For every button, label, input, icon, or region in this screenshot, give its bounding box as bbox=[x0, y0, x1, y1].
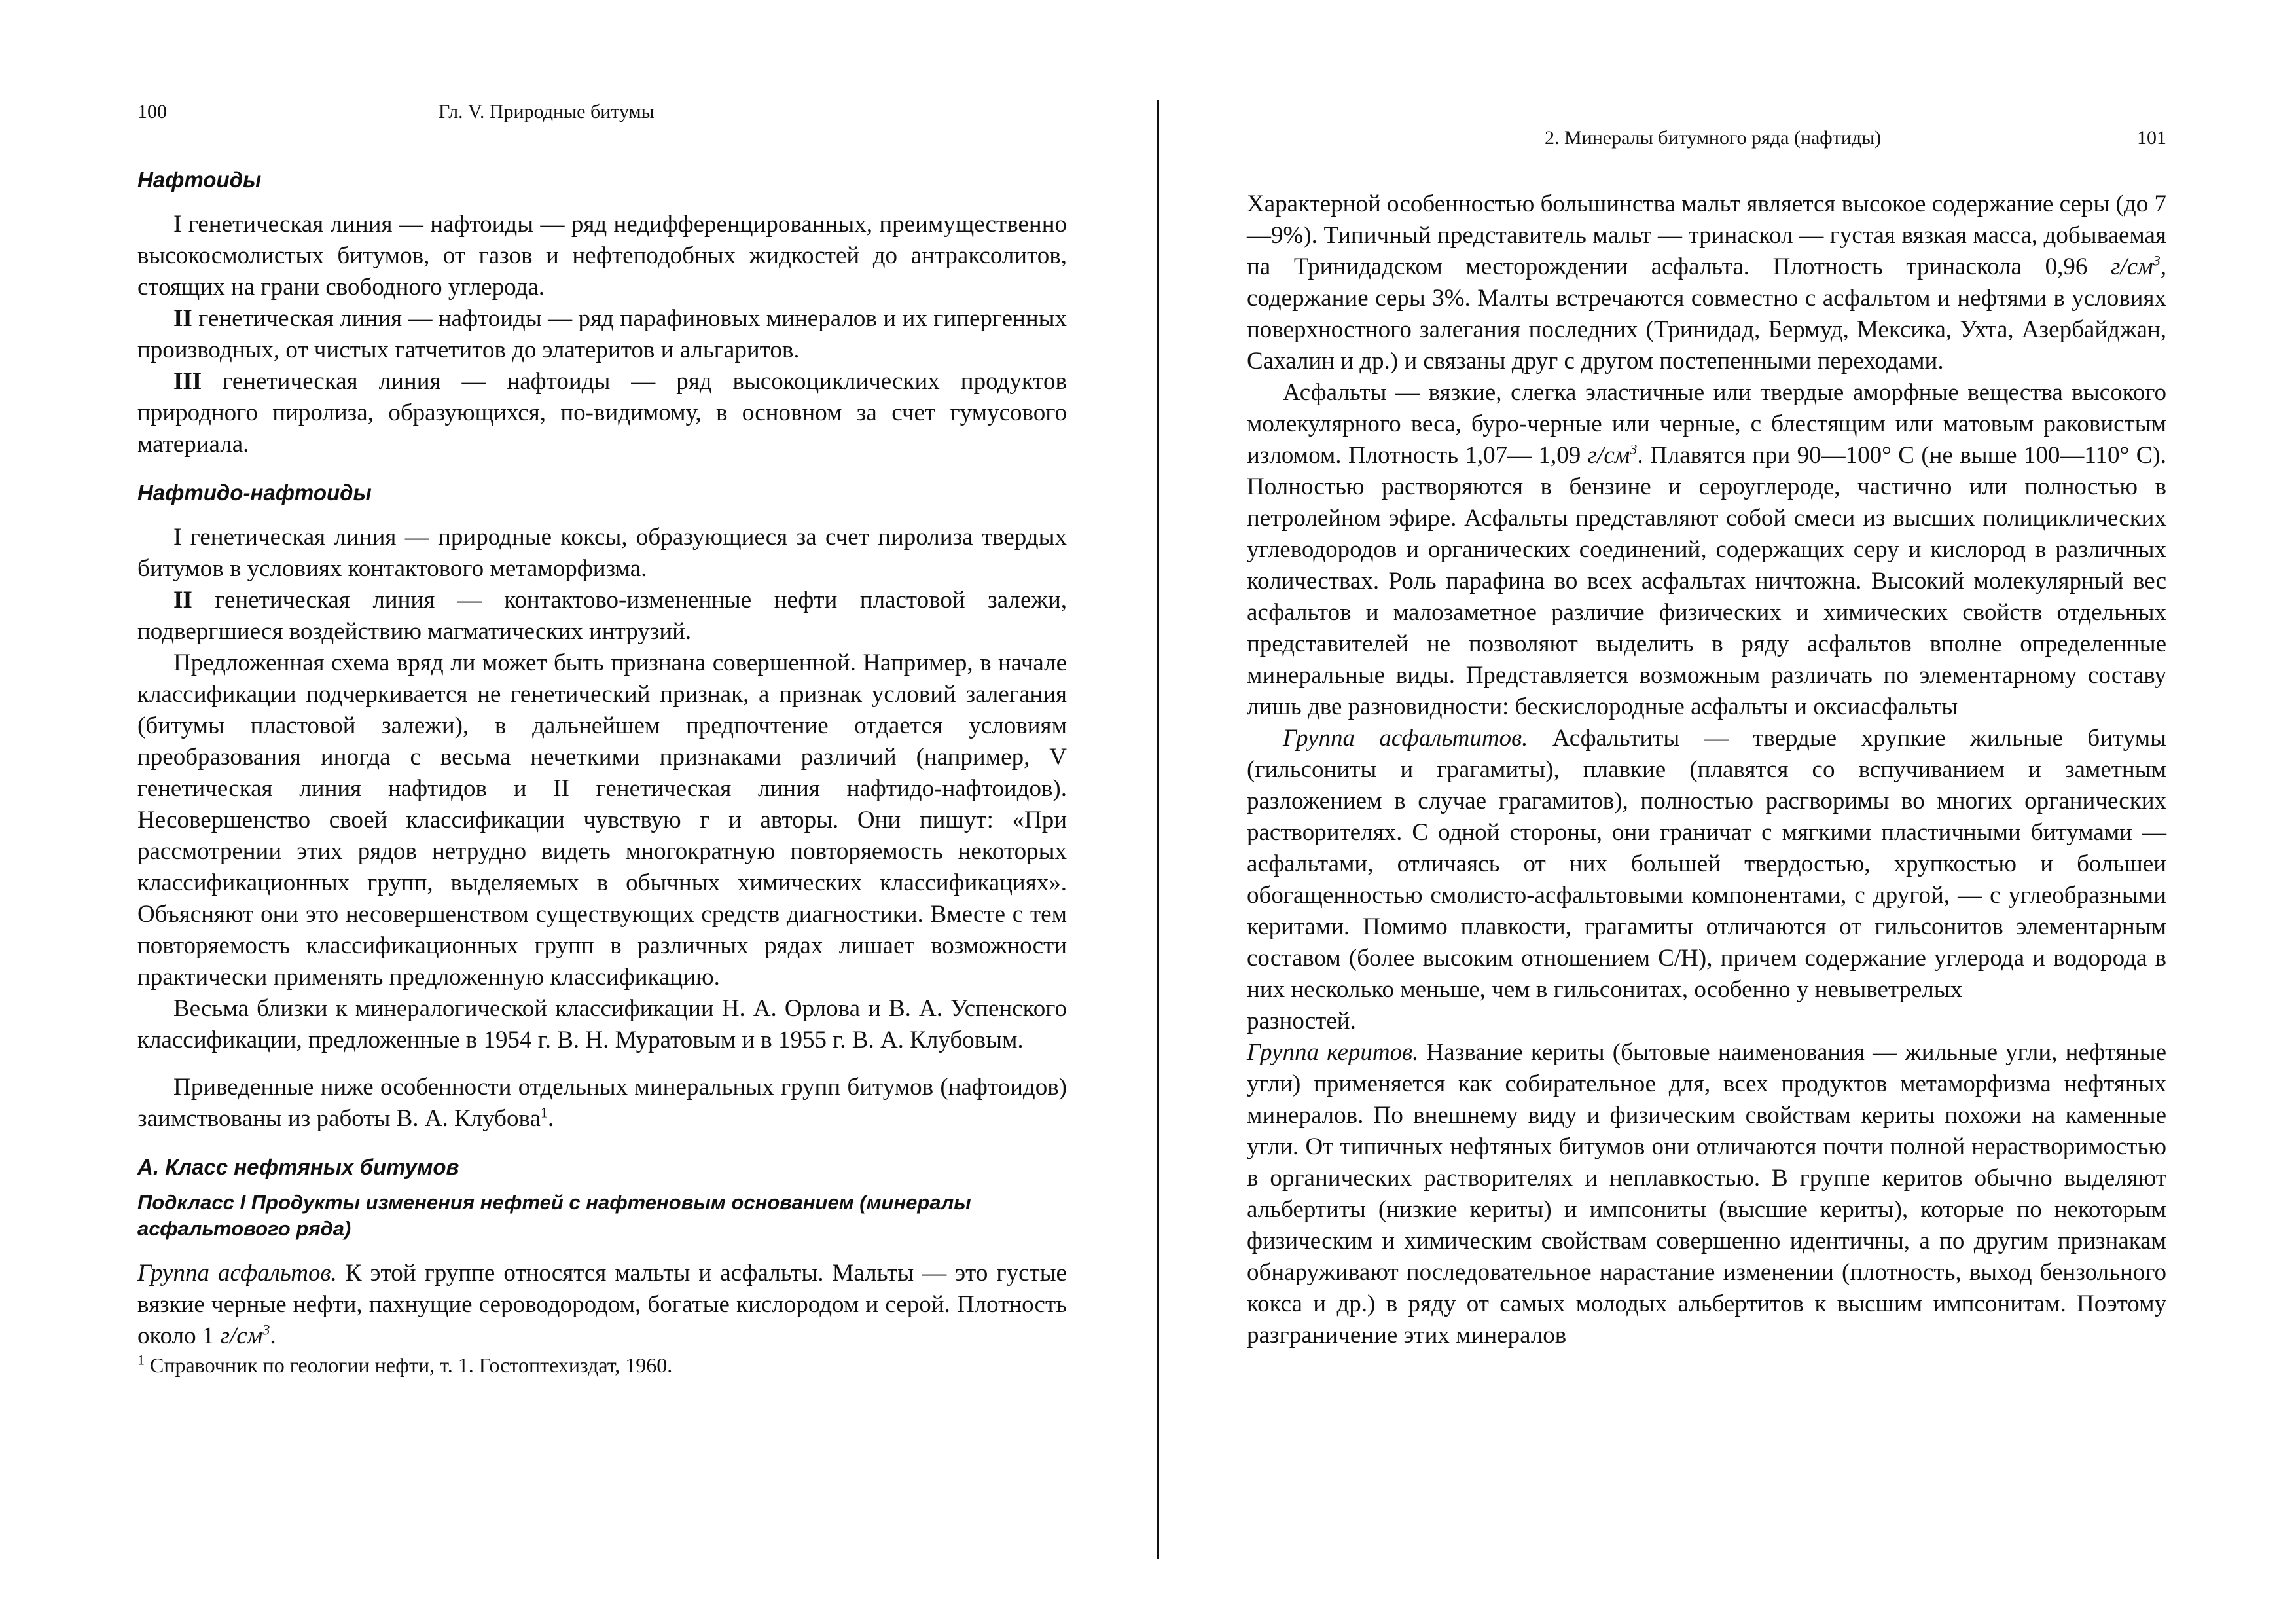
right-page-body bbox=[1247, 189, 2166, 1351]
heading-naftido-naftoidy: Нафтидо-нафтоиды bbox=[137, 481, 372, 505]
paragraph: Весьма близки к минералогической классификации Н. А. Орлова и В. А. Успенского классификации, предложенные в 1954 г. В. Н. Муратовым и в 1955 г. В. А. Клубовым. bbox=[137, 995, 1067, 1053]
unit: г/см bbox=[1587, 442, 1630, 469]
paragraph-text: Название кериты (бытовые наименования — жильные угли, нефтяные угли) применяется как собирательное для, всех продуктов метаморфизма нефтяных минералов. По внешнему виду и физическим свойствам кериты похожи на каменные угли. От типичных нефтяных битумов они отличаются почти полной нерастворимостью в органических растворителях и неплавкостью. В группе керитов обычно выделяют альбертиты (низкие кериты) и импсониты (высшие кериты), которые по некоторым физическим и химическим свойствам совершенно идентичны, а по другим признакам обнаруживают последовательное нарастание изменении (плотность, выход бензольного кокса и др.) в ряду от самых молодых альбертитов к высшим импсонитам. Поэтому разграничение этих минералов bbox=[1247, 1039, 2166, 1349]
paragraph bbox=[137, 1072, 1067, 1135]
unit-sup: 3 bbox=[262, 1321, 270, 1338]
paragraph bbox=[1247, 189, 2166, 377]
paragraph-text: Характерной особенностью большинства мальт является высокое содержание серы (до 7—9%). Типичный представитель мальт — тринаскол — густая вязкая масса, добываемая па Тринидадском месторождении асфальта. Плотность тринаскола 0,96 bbox=[1247, 191, 2166, 280]
paragraph-text: , содержание серы 3%. Малты встречаются совместно с асфальтом и нефтями в условиях поверхностного залегания последних (Тринидад, Бермуд, Мексика, Ухта, Азербайджан, Сахалин и др.) и связаны друг с другом постепенными переходами. bbox=[1247, 253, 2166, 374]
page-number-right: 101 bbox=[2137, 127, 2166, 149]
unit: г/см bbox=[220, 1322, 263, 1349]
paragraph: Предложенная схема вряд ли может быть признана совершенной. Например, в начале классификации подчеркивается не генетический признак, а признак условий залегания (битумы пластовой залежи), в дальнейшем предпочтение отдается условиям преобразования иногда с весьма нечеткими признаками различий (например, V генетическая линия нафтидов и II генетическая линия нафтидо-нафтоидов). Несовершенство своей классификации чувствую г и авторы. Они пишут: «При рассмотрении этих рядов нетрудно видеть многократную повторяемость некоторых классификационных групп, выделяемых в обычных химических классификациях». Объясняют они это несовершенством существующих средств диагностики. Вместе с тем повторяемость классификационных групп в различных рядах лишает возможности практически применять предложенную классификацию. bbox=[137, 649, 1067, 991]
heading-class-a: А. Класс нефтяных битумов bbox=[137, 1155, 459, 1179]
paragraph bbox=[137, 303, 1067, 366]
paragraph-text: К этой группе относятся мальты и асфальты. Мальты — это густые вязкие черные нефти, пахнущие сероводородом, богатые кислородом и серой. Плотность около 1 bbox=[137, 1260, 1067, 1349]
paragraph-text: генетическая линия — нафтоиды — ряд высокоциклических продуктов природного пиролиза, образующихся, по-видимому, в основном за счет гумусового материала. bbox=[137, 368, 1067, 458]
page-spine bbox=[1157, 100, 1159, 1559]
group-title: Группа асфальтитов. bbox=[1283, 725, 1528, 752]
paragraph-text: Асфальтиты — твердые хрупкие жильные битумы (гильсониты и грагамиты), плавкие (плавятся со вспучиванием и заметным разложением в случае грагамитов), полностью расгворимы во многих органических растворителях. С одной стороны, они граничат с мягкими пластичными битумами — асфальтами, отличаясь от них большей твердостью, хрупкостью и большеи обогащенностью смолисто-асфальтовыми компонентами, с другой, — с углеобразными керитами. Помимо плавкости, грагамиты отличаются от гильсонитов элементарным составом (более высоким отношением С/Н), причем содержание углерода и водорода в них несколько меньше, чем в гильсонитах, особенно у невыветрелых bbox=[1247, 725, 2166, 1003]
group-title: Группа асфальтов. bbox=[137, 1260, 337, 1286]
paragraph-text: генетическая линия — контактово-измененные нефти пластовой залежи, подвергшиеся воздействию магматических интрузий. bbox=[137, 587, 1067, 645]
heading-subclass-1: Подкласс I Продукты изменения нефтей с нафтеновым основанием (минералы асфальтового ряда) bbox=[137, 1191, 971, 1240]
running-title-left: Гл. V. Природные битумы bbox=[439, 101, 655, 122]
running-title-right: 2. Минералы битумного ряда (нафтиды) bbox=[1545, 127, 1882, 149]
paragraph bbox=[137, 366, 1067, 460]
group-title: Группа керитов. bbox=[1247, 1039, 1419, 1066]
paragraph-text: Приведенные ниже особенности отдельных минеральных групп битумов (нафтоидов) заимствованы из работы В. А. Клубова bbox=[137, 1074, 1067, 1132]
paragraph: I генетическая линия — нафтоиды — ряд недифференцированных, преимущественно высокосмолистых битумов, от газов и нефтеподобных жидкостей до антраксолитов, стоящих на грани свободного углерода. bbox=[137, 211, 1067, 301]
roman-numeral: II bbox=[173, 587, 192, 613]
paragraph bbox=[1247, 723, 2166, 1006]
roman-numeral: III bbox=[173, 368, 202, 395]
page-number-left: 100 bbox=[137, 101, 167, 122]
left-page-body bbox=[137, 167, 1067, 1378]
paragraph bbox=[1247, 377, 2166, 723]
paragraph bbox=[1247, 1037, 2166, 1351]
unit-sup: 3 bbox=[1630, 441, 1638, 458]
footnote-ref: 1 bbox=[540, 1104, 548, 1121]
period: . bbox=[547, 1105, 554, 1132]
paragraph-text: генетическая линия — нафтоиды — ряд парафиновых минералов и их гипергенных производных, от чистых гатчетитов до элатеритов и альгаритов. bbox=[137, 305, 1067, 363]
footnote bbox=[137, 1352, 1067, 1378]
unit: г/см bbox=[2111, 253, 2153, 280]
unit-sup: 3 bbox=[2153, 252, 2161, 269]
roman-numeral: II bbox=[173, 305, 192, 332]
heading-naftoidy: Нафтоиды bbox=[137, 168, 262, 192]
paragraph bbox=[137, 1258, 1067, 1352]
period: . bbox=[270, 1322, 276, 1349]
paragraph-text: . Плавятся при 90—100° С (не выше 100—110° С). Полностью растворяются в бензине и сероуглероде, частично или полностью в петролейном эфире. Асфальты представляют собой смеси из высших полициклических углеводородов и органических соединений, содержащих серу и кислород в различных количествах. Роль парафина во всех асфальтах ничтожна. Высокий молекулярный вес асфальтов и малозаметное различие физических и химических свойств отдельных представителей не позволяют выделить в ряду асфальтов вполне определенные минеральные виды. Представляется возможным различать по элементарному составу лишь две разновидности: бескислородные асфальты и оксиасфальты bbox=[1247, 442, 2166, 720]
paragraph-text: Асфальты — вязкие, слегка эластичные или твердые аморфные вещества высокого молекулярного веса, буро-черные или черные, с блестящим или матовым раковистым изломом. Плотность 1,07— 1,09 bbox=[1247, 379, 2166, 469]
footnote-text: Справочник по геологии нефти, т. 1. Гостоптехиздат, 1960. bbox=[145, 1353, 673, 1377]
paragraph: I генетическая линия — природные коксы, образующиеся за счет пиролиза твердых битумов в условиях контактового метаморфизма. bbox=[137, 524, 1067, 582]
roman-numeral bbox=[137, 305, 1067, 363]
paragraph-tail: разностей. bbox=[1247, 1008, 1356, 1034]
footnote-marker: 1 bbox=[137, 1351, 145, 1368]
paragraph bbox=[137, 585, 1067, 647]
